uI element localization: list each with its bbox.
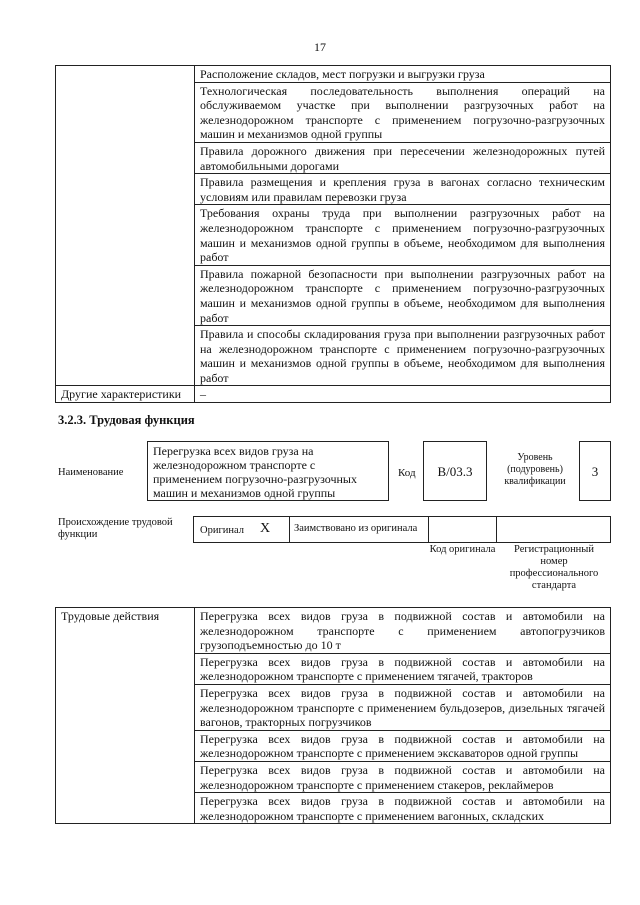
reg-caption: Регистрационный номер профессионального стандарта	[509, 544, 599, 591]
knowledge-label-cell	[56, 66, 195, 386]
page-number: 17	[314, 40, 326, 54]
labor-action-item: Перегрузка всех видов груза в подвижной состав и автомобили на железнодорожном транспорте с применением вагонных, складских	[195, 793, 611, 824]
original-mark: X	[260, 521, 271, 536]
labor-action-item: Перегрузка всех видов груза в подвижной состав и автомобили на железнодорожном транспорте с применением тягачей, тракторов	[195, 653, 611, 684]
labor-action-item: Перегрузка всех видов груза в подвижной состав и автомобили на железнодорожном транспорте с применением экскаваторов одной группы	[195, 730, 611, 761]
code-value: В/03.3	[437, 464, 473, 479]
borrowed-box	[289, 516, 429, 543]
function-name-box	[147, 441, 389, 501]
section-title: 3.2.3. Трудовая функция	[58, 413, 195, 427]
knowledge-item: Правила дорожного движения при пересечении железнодорожных путей автомобильными дорогами	[195, 142, 611, 173]
origin-code-box	[428, 516, 497, 543]
original-box	[193, 516, 290, 543]
other-characteristics-value: –	[195, 386, 611, 403]
knowledge-item: Правила и способы складирования груза при выполнении разгрузочных работ на железнодорожном транспорте с применением погрузочно-разгрузочных машин и механизмов одной группы в объеме, необходимом для выполнения работ	[195, 326, 611, 386]
original-label: Оригинал	[200, 525, 244, 536]
other-characteristics-label: Другие характеристики	[56, 386, 195, 403]
knowledge-item: Требования охраны труда при выполнении разгрузочных работ на железнодорожном транспорте с применением погрузочно-разгрузочных машин и механизмов одной группы в объеме, необходимом для выполнения работ	[195, 205, 611, 265]
labor-action-item: Перегрузка всех видов груза в подвижной состав и автомобили на железнодорожном транспорте с применением стакеров, реклаймеров	[195, 761, 611, 792]
table-row	[56, 66, 611, 83]
knowledge-item: Расположение складов, мест погрузки и выгрузки груза	[195, 66, 611, 83]
level-value: 3	[591, 464, 599, 479]
name-label: Наименование	[58, 467, 124, 478]
knowledge-item: Правила размещения и крепления груза в вагонах согласно техническим условиям или правилам перевозки груза	[195, 174, 611, 205]
knowledge-table	[55, 65, 611, 403]
labor-action-item: Перегрузка всех видов груза в подвижной состав и автомобили на железнодорожном транспорте с применением бульдозеров, дизельных тягачей вагонов, тракторных погрузчиков	[195, 684, 611, 730]
reg-number-box	[496, 516, 611, 543]
labor-action-item: Перегрузка всех видов груза в подвижной состав и автомобили на железнодорожном транспорте с применением автопогрузчиков грузоподъемностью до 10 т	[195, 608, 611, 654]
code-box	[423, 441, 487, 501]
level-box	[579, 441, 611, 501]
labor-actions-table	[55, 607, 611, 824]
code-caption: Код оригинала	[429, 544, 496, 555]
origin-label: Происхождение трудовой функции	[58, 517, 173, 540]
labor-actions-label: Трудовые действия	[56, 608, 195, 824]
knowledge-item: Правила пожарной безопасности при выполнении разгрузочных работ на железнодорожном транспорте с применением погрузочно-разгрузочных машин и механизмов одной группы в объеме, необходимом для выполнения работ	[195, 265, 611, 325]
table-row	[56, 608, 611, 654]
level-label: Уровень (подуровень) квалификации	[504, 452, 566, 487]
borrowed-label: Заимствовано из оригинала	[294, 523, 418, 534]
table-row	[56, 386, 611, 403]
knowledge-item: Технологическая последовательность выполнения операций на обслуживаемом участке при выполнении разгрузочных работ на железнодорожном транспорте с применением погрузочно-разгрузочных машин и механизмов одной группы	[195, 82, 611, 142]
function-name: Перегрузка всех видов груза на железнодорожном транспорте с применением погрузочно-разгрузочных машин и механизмов одной группы	[153, 444, 357, 500]
code-label: Код	[398, 467, 416, 479]
